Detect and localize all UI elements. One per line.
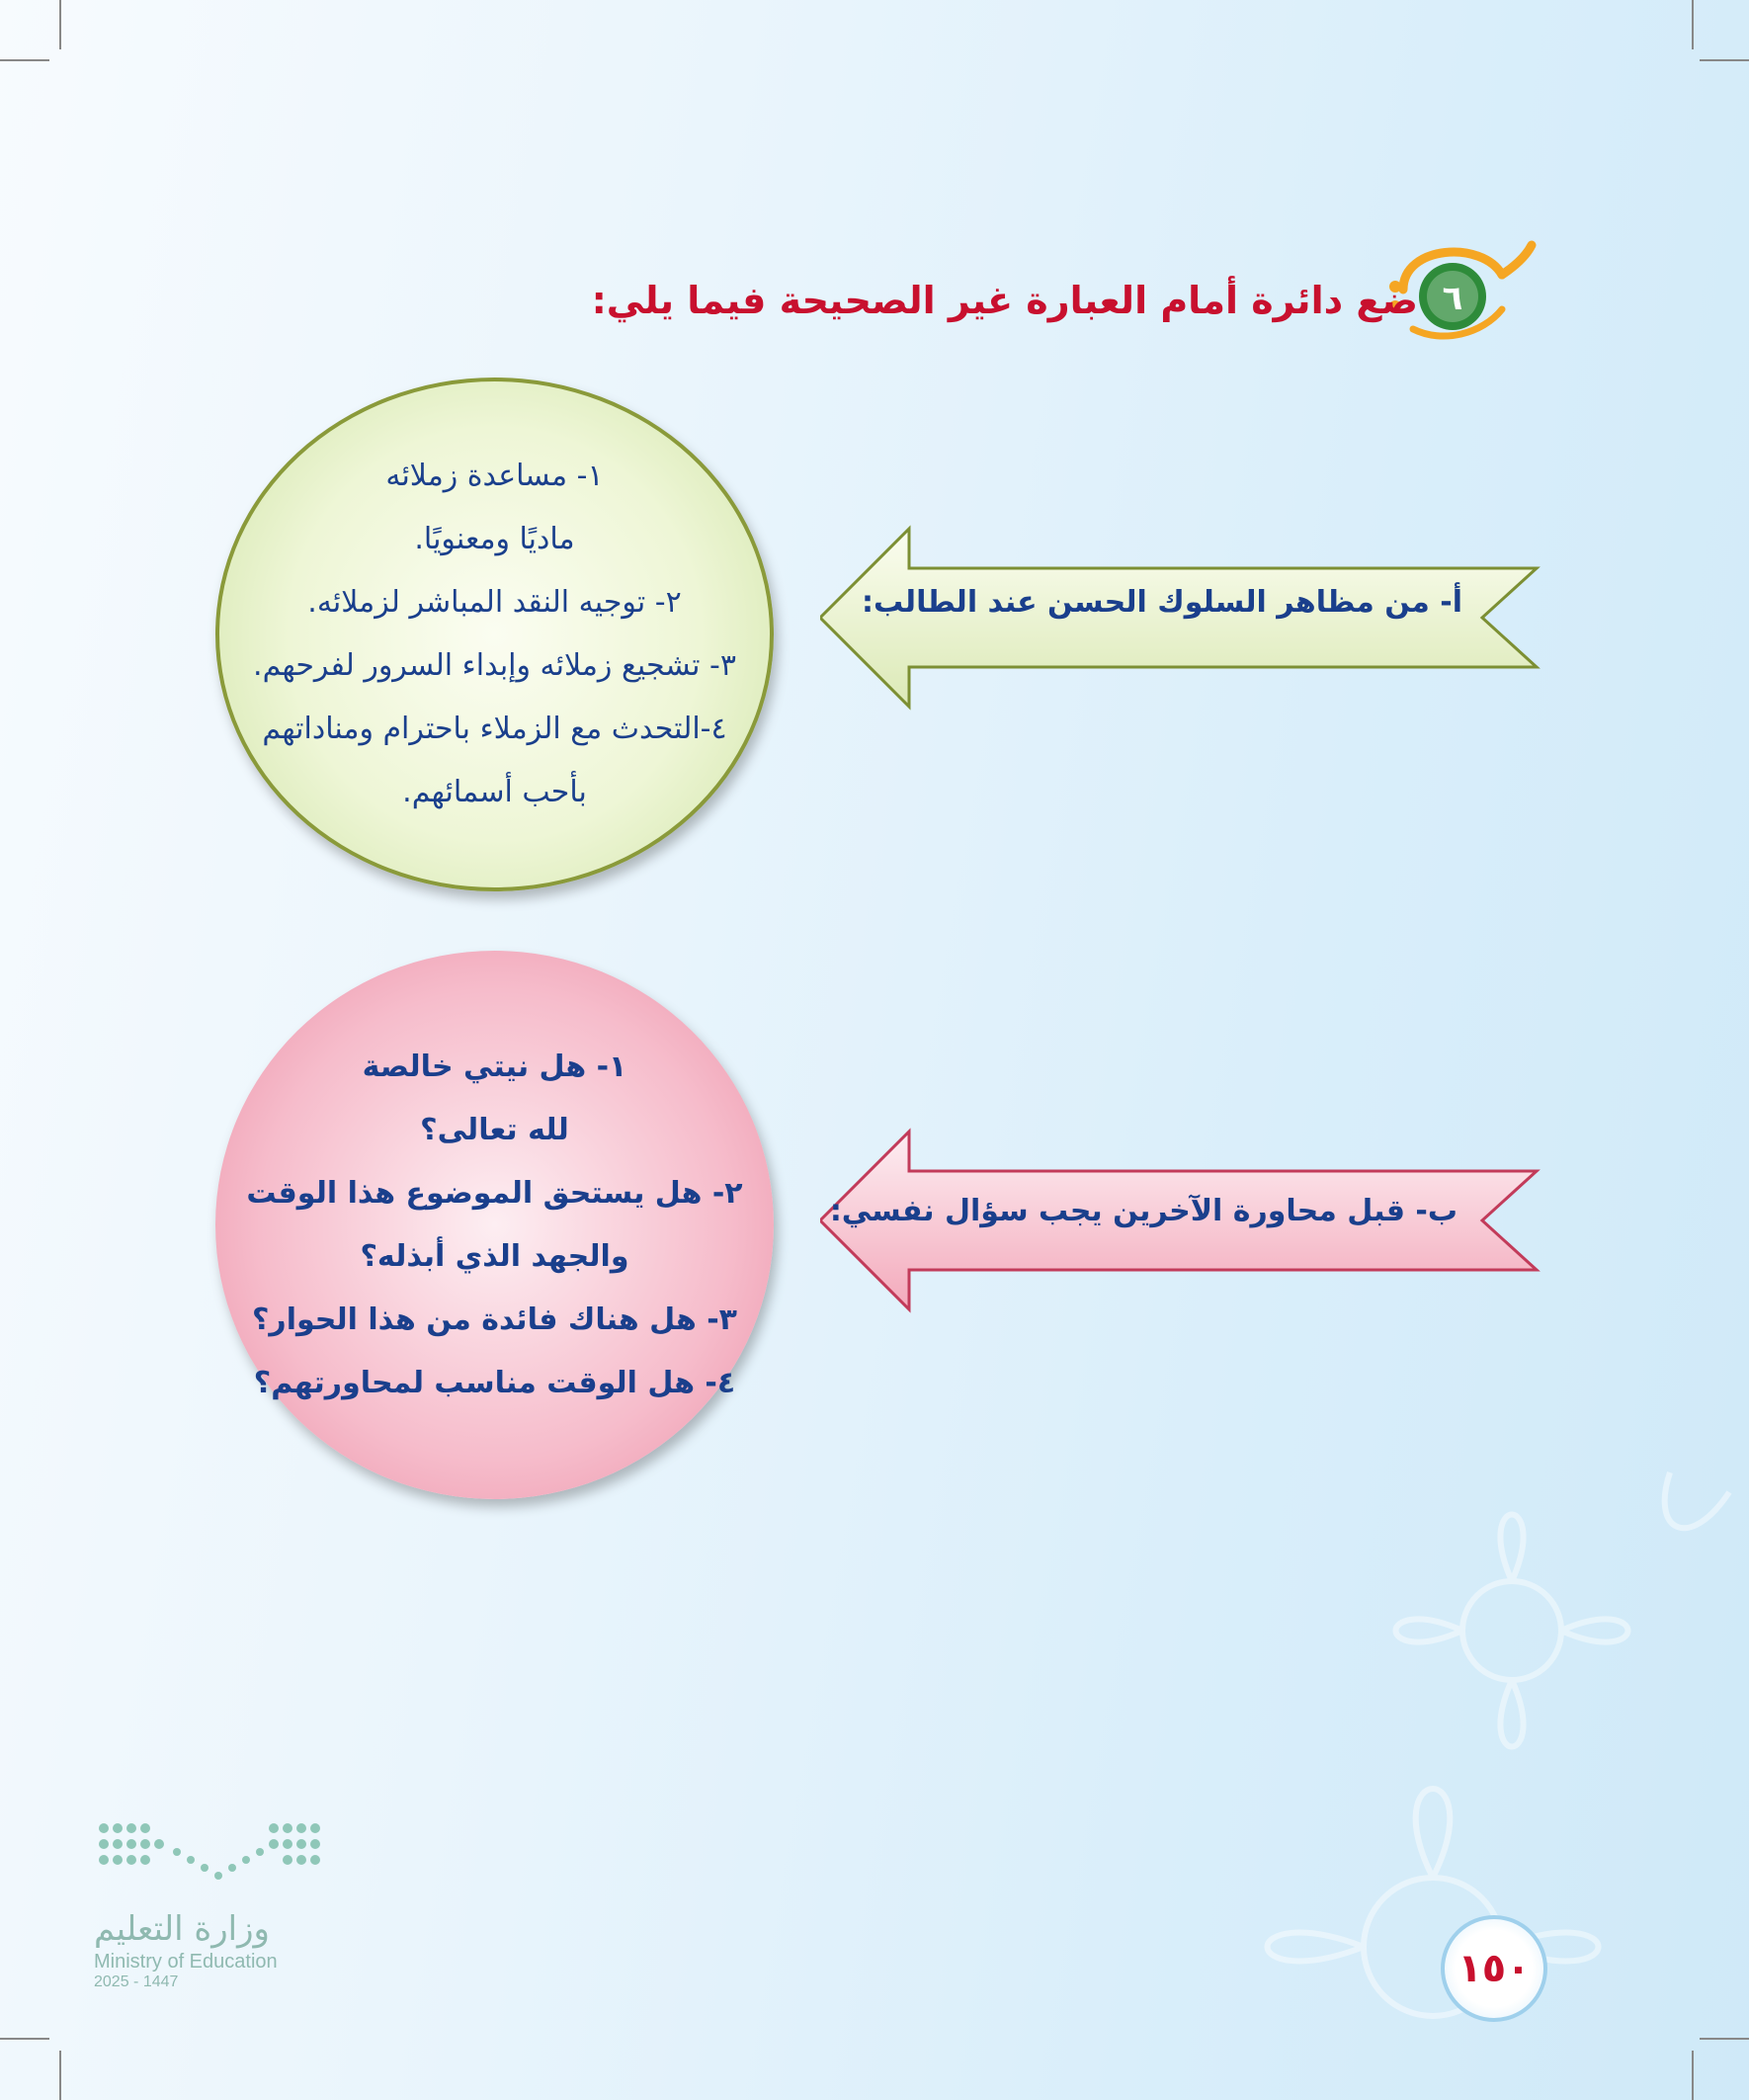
crop-mark: [1700, 59, 1749, 61]
ministry-name-english: Ministry of Education: [94, 1951, 278, 1973]
option-b-1-cont: لله تعالى؟: [420, 1112, 569, 1147]
page-number: ١٥٠: [1441, 1915, 1547, 2022]
section-a-options: [215, 378, 774, 891]
ministry-name-arabic: وزارة التعليم: [94, 1909, 270, 1949]
option-b-2-cont: والجهد الذي أبذله؟: [360, 1238, 629, 1274]
option-a-1-cont: ماديًا ومعنويًا.: [414, 522, 575, 556]
crop-mark: [59, 2051, 61, 2100]
option-a-4[interactable]: ٤-التحدث مع الزملاء باحترام ومناداتهم: [262, 712, 727, 746]
question-heading: ضع دائرة أمام العبارة غير الصحيحة فيما يلي:: [591, 279, 1418, 322]
ministry-logo: [94, 1818, 321, 1991]
option-a-1[interactable]: ١- مساعدة زملائه: [385, 459, 604, 493]
flower-watermark: [1136, 1433, 1749, 2100]
section-b-options: [215, 951, 774, 1499]
crop-mark: [59, 0, 61, 49]
option-b-1[interactable]: ١- هل نيتي خالصة: [362, 1049, 627, 1084]
option-a-3[interactable]: ٣- تشجيع زملائه وإبداء السرور لفرحهم.: [253, 648, 736, 683]
option-a-4-cont: بأحب أسمائهم.: [402, 775, 587, 809]
section-a-label: أ- من مظاهر السلوك الحسن عند الطالب:: [862, 585, 1462, 620]
section-b-label: ب- قبل محاورة الآخرين يجب سؤال نفسي:: [829, 1194, 1458, 1228]
ministry-dots-icon: [94, 1818, 321, 1897]
edition-year: 2025 - 1447: [94, 1974, 179, 1990]
option-b-3[interactable]: ٣- هل هناك فائدة من هذا الحوار؟: [252, 1302, 737, 1337]
option-a-2[interactable]: ٢- توجيه النقد المباشر لزملائه.: [307, 585, 682, 620]
crop-mark: [0, 59, 49, 61]
option-b-2[interactable]: ٢- هل يستحق الموضوع هذا الوقت: [246, 1175, 743, 1211]
option-b-4[interactable]: ٤- هل الوقت مناسب لمحاورتهم؟: [253, 1365, 736, 1400]
crop-mark: [0, 2038, 49, 2040]
question-number: ٦: [1442, 279, 1463, 318]
crop-mark: [1692, 0, 1694, 49]
